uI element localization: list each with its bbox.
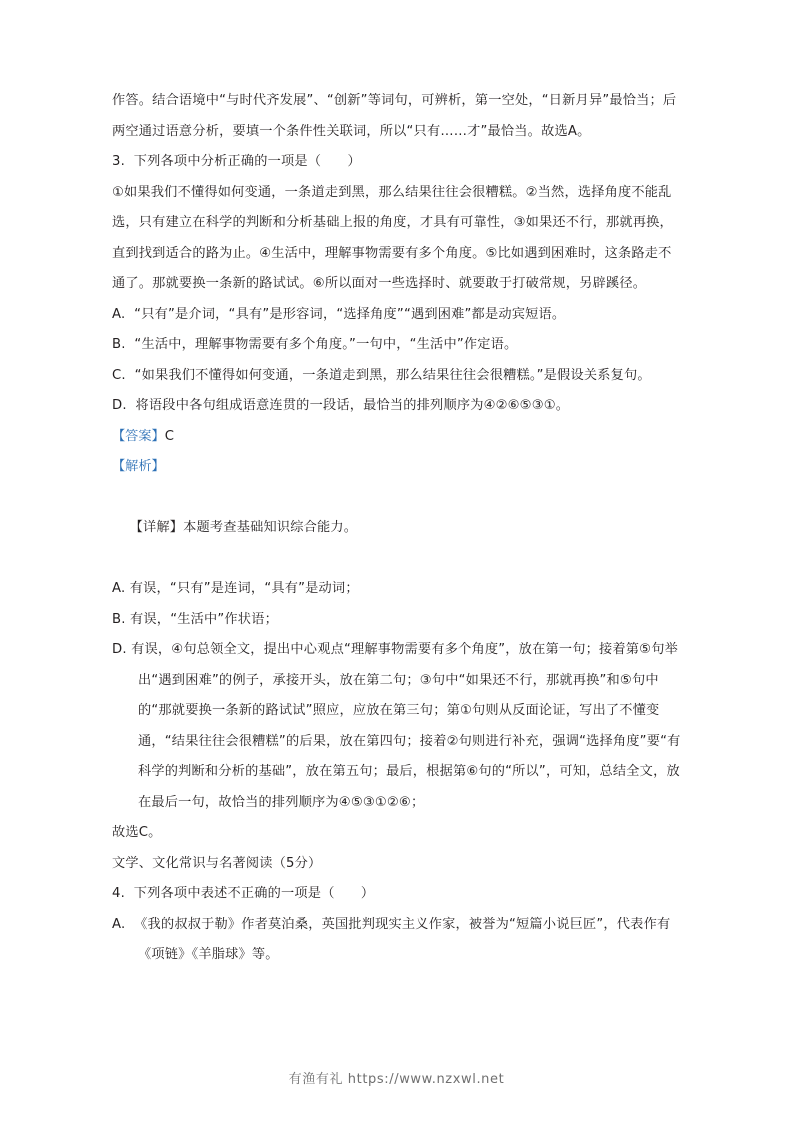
paragraph-continuation: 作答。结合语境中“与时代齐发展”、“创新”等词句，可辨析，第一空处，“日新月异”最恰当；后两空通过语意分析，要填一个条件性关联词，所以“只有……才”最恰当。故选A。 [112,93,677,139]
answer-label: 【答案】 [112,428,165,444]
question-4-option-a: A. 《我的叔叔于勒》作者莫泊桑，英国批判现实主义作家，被誉为“短篇小说巨匠”，代表作有《项链》《羊脂球》等。 [112,916,671,962]
detail-row [112,483,681,575]
explanation-conclusion: 故选C。 [112,825,162,840]
answer-row [112,422,681,453]
explanation-a: A. 有误，“只有”是连词，“具有”是动词； [112,581,359,596]
analysis-label: 【解析】 [112,459,165,474]
detail-text: 本题考查基础知识综合能力。 [183,520,358,535]
question-3-option-c: C. “如果我们不懂得如何变通，一条道走到黑，那么结果往往会很糟糕。”是假设关系复句。 [112,367,651,383]
question-4-stem: 4. 下列各项中表述不正确的一项是（ ） [112,886,375,901]
question-3-option-b: B. “生活中，理解事物需要有多个角度。”一句中，“生活中”作定语。 [112,337,518,352]
explanation-b: B. 有误，“生活中”作状语； [112,611,278,627]
explanation-d: D. 有误，④句总领全文，提出中心观点“理解事物需要有多个角度”，放在第一句；接着第⑤句举出“遇到困难”的例子，承接开头，放在第二句；③句中“如果还不行，那就再换”和⑤句中的“那就要换一条新的路试试”照应，应放在第三句；第①句则从反面论证，写出了不懂变通，“结果往往会很糟糕”的后果，放在第四句；接着②句则进行补充，强调“选择角度”要“有科学的判断和分析的基础”，放在第五句；最后，根据第⑥句的“所以”，可知，总结全文，放在最后一句，故恰当的排列顺序为④⑤③①②⑥； [112,642,681,810]
section-heading: 文学、文化常识与名著阅读（5分） [112,855,322,871]
question-3-option-d: D. 将语段中各句组成语意连贯的一段话，最恰当的排列顺序为④②⑥⑤③①。 [112,398,570,413]
answer-value: C [164,428,174,444]
question-3-passage: ①如果我们不懂得如何变通，一条道走到黑，那么结果往往会很糟糕。②当然，选择角度不能乱选，只有建立在科学的判断和分析基础上报的角度，才具有可靠性，③如果还不行，那就再换，直到找到适合的路为止。④生活中，理解事物需要有多个角度。⑤比如遇到困难时，这条路走不通了。那就要换一条新的路试试。⑥所以面对一些选择时、就要敢于打破常规，另辟蹊径。 [112,184,673,291]
question-3-stem: 3. 下列各项中分析正确的一项是（ ） [112,154,361,169]
footer-watermark: 有渔有礼 https://www.nzxwl.net [288,1072,505,1087]
question-3-option-a: A. “只有”是介词，“具有”是形容词，“选择角度”“遇到困难”都是动宾短语。 [112,306,566,322]
detail-label: 【详解】 [129,520,184,535]
